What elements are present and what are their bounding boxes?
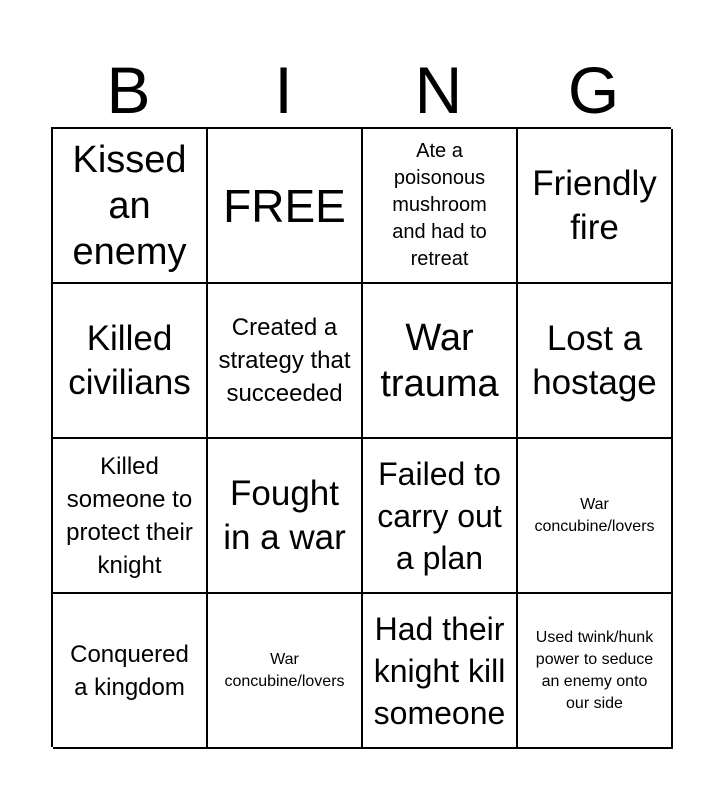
bingo-cell[interactable]	[518, 594, 673, 749]
cell-text: Fought in a war	[223, 473, 346, 557]
cell-text: Ate a poisonous mushroom and had to retreat	[392, 140, 487, 270]
bingo-cell[interactable]	[363, 439, 518, 594]
bingo-cell[interactable]	[518, 129, 673, 284]
bingo-cell[interactable]	[208, 594, 363, 749]
bingo-header	[51, 52, 671, 128]
bingo-cell[interactable]	[518, 439, 673, 594]
bingo-cell[interactable]	[53, 594, 208, 749]
bingo-cell[interactable]	[208, 284, 363, 439]
bingo-cell-free[interactable]	[208, 129, 363, 284]
cell-text: Failed to carry out a plan	[377, 455, 502, 576]
cell-text: War trauma	[380, 316, 499, 405]
cell-text: FREE	[223, 179, 346, 232]
cell-text: War concubine/lovers	[534, 495, 655, 535]
cell-text: War concubine/lovers	[224, 650, 345, 690]
bingo-cell[interactable]	[208, 439, 363, 594]
header-letter-n: N	[414, 53, 463, 127]
cell-text: Conquered a kingdom	[70, 640, 189, 701]
cell-text: Had their knight kill someone	[373, 610, 506, 731]
bingo-cell[interactable]	[363, 129, 518, 284]
cell-text: Kissed an enemy	[72, 138, 187, 273]
header-letter-g: G	[567, 53, 620, 127]
cell-text: Lost a hostage	[532, 318, 657, 402]
cell-text: Created a strategy that succeeded	[218, 314, 351, 407]
header-letter-i: I	[274, 53, 293, 127]
cell-text: Friendly fire	[532, 163, 657, 247]
cell-text: Killed civilians	[68, 318, 191, 402]
bingo-cell[interactable]	[53, 284, 208, 439]
bingo-card-grid	[51, 127, 671, 747]
bingo-cell[interactable]	[518, 284, 673, 439]
cell-text: Used twink/hunk power to seduce an enemy onto our side	[535, 628, 654, 712]
cell-text: Killed someone to protect their knight	[66, 452, 193, 579]
header-letter-b: B	[106, 53, 151, 127]
bingo-cell[interactable]	[53, 129, 208, 284]
bingo-cell[interactable]	[363, 284, 518, 439]
bingo-cell[interactable]	[53, 439, 208, 594]
bingo-cell[interactable]	[363, 594, 518, 749]
